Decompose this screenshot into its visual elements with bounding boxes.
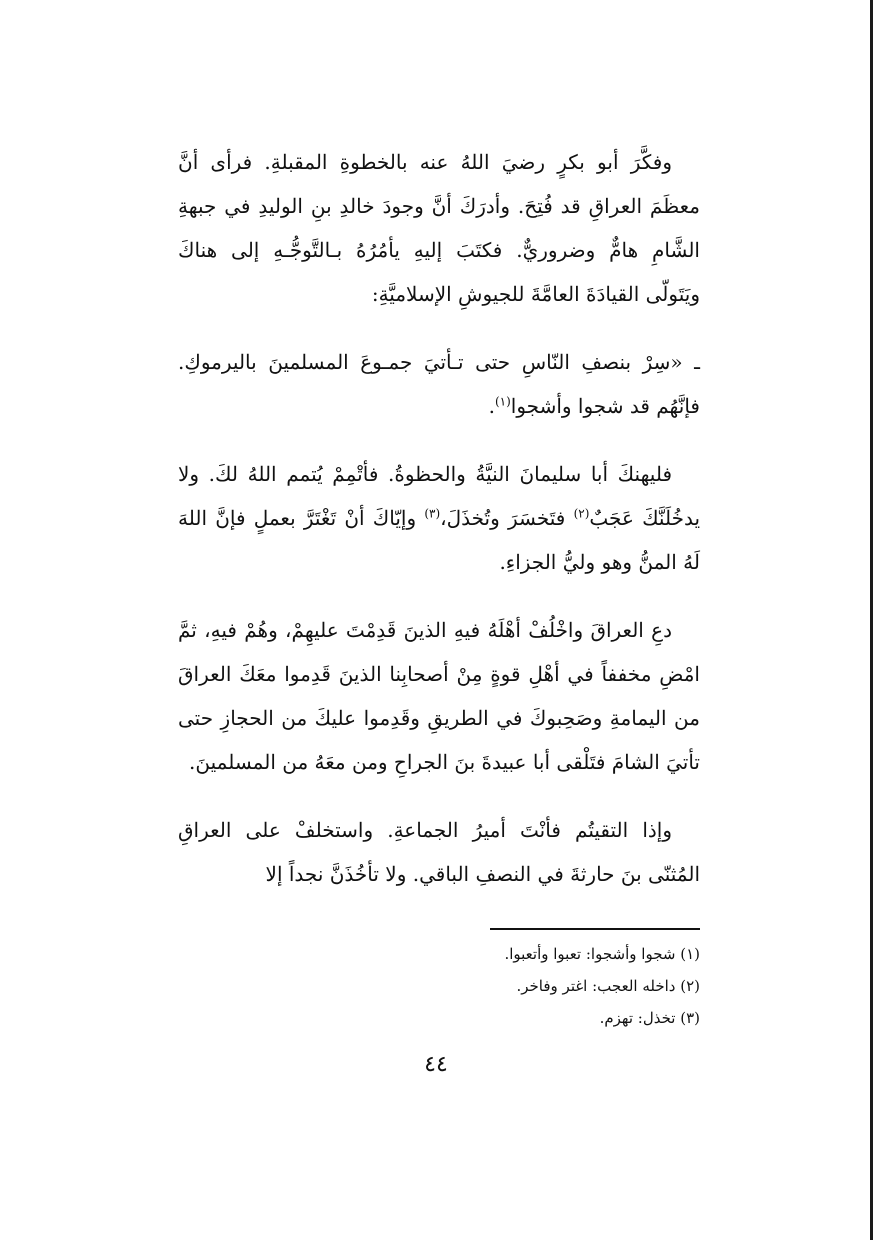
paragraph-1-text: وفكَّرَ أبو بكرٍ رضيَ اللهُ عنه بالخطوةِ المقبلةِ. فرأى أنَّ معظَمَ العراقِ قد فُتِحَ. وأدرَكَ أنَّ وجودَ خالدِ بنِ الوليدِ في جبهةِ الشَّامِ هامٌّ وضروريٌّ. فكتَبَ إليهِ يأمُرُهُ بـالتَّوجُّـهِ إلى هناكَ ويَتَولّى القيادَةَ العامَّةَ للجيوشِ الإسلاميَّةِ: — [178, 150, 700, 306]
paragraph-3 — [178, 452, 700, 584]
paragraph-3-end: وإيّاكَ أنْ تَغْتَرَّ بعملٍ فإنَّ اللهَ لَهُ المنُّ وهو وليُّ الجزاءِ. — [178, 506, 700, 574]
paragraph-5-text: وإذا التقيتُم فأنْتَ أميرُ الجماعةِ. واستخلفْ على العراقِ المُثنّى بنَ حارثةَ في النصفِ الباقي. ولا تأخُذَنَّ نجداً إلا — [178, 818, 700, 886]
paragraph-3-middle: فتَخسَرَ وتُخذَلَ، — [440, 506, 574, 530]
footnote-3: (٣) تخذل: تهزم. — [599, 1009, 700, 1027]
footnote-divider — [490, 928, 700, 930]
paragraph-2-text: ـ «سِرْ بنصفِ النّاسِ حتى تـأتيَ جمـوعَ المسلمينَ باليرموكِ. فإنَّهُم قد شجوا وأشجوا — [178, 350, 700, 418]
paragraph-2-quote — [178, 340, 700, 428]
footnotes — [400, 938, 700, 1034]
footnote-1: (١) شجوا وأشجوا: تعبوا وأتعبوا. — [504, 945, 700, 963]
paragraph-1 — [178, 140, 700, 316]
footnote-ref-1[interactable]: (١) — [494, 394, 511, 409]
paragraph-2-end: . — [488, 394, 495, 418]
paragraph-3-text: فليهنكَ أبا سليمانَ النيَّةُ والحظوةُ. فأتْمِمْ يُتمم اللهُ لكَ. ولا يدخُلَنَّكَ عَجَبٌ — [178, 462, 701, 530]
footnote-ref-3[interactable]: (٣) — [424, 506, 441, 521]
paragraph-4-text: دعِ العراقَ واخْلُفْ أهْلَهُ فيهِ الذينَ قَدِمْتَ عليهِمْ، وهُمْ فيهِ، ثمَّ امْضِ مخففاً في أهْلِ قوةٍ مِنْ أصحابِنا الذينَ قَدِموا معَكَ العراقَ من اليمامةِ وصَحِبوكَ في الطريقِ وقَدِموا عليكَ من الحجازِ حتى تأتيَ الشامَ فتَلْقى أبا عبيدةَ بنَ الجراحِ ومن معَهُ من المسلمينَ. — [178, 618, 700, 774]
footnote-2: (٢) داخله العجب: اغتر وفاخر. — [516, 977, 700, 995]
body-text — [178, 140, 700, 896]
paragraph-4 — [178, 608, 700, 784]
footnote-ref-2[interactable]: (٢) — [573, 506, 590, 521]
paragraph-5 — [178, 808, 700, 896]
page-number: ٤٤ — [424, 1052, 448, 1077]
